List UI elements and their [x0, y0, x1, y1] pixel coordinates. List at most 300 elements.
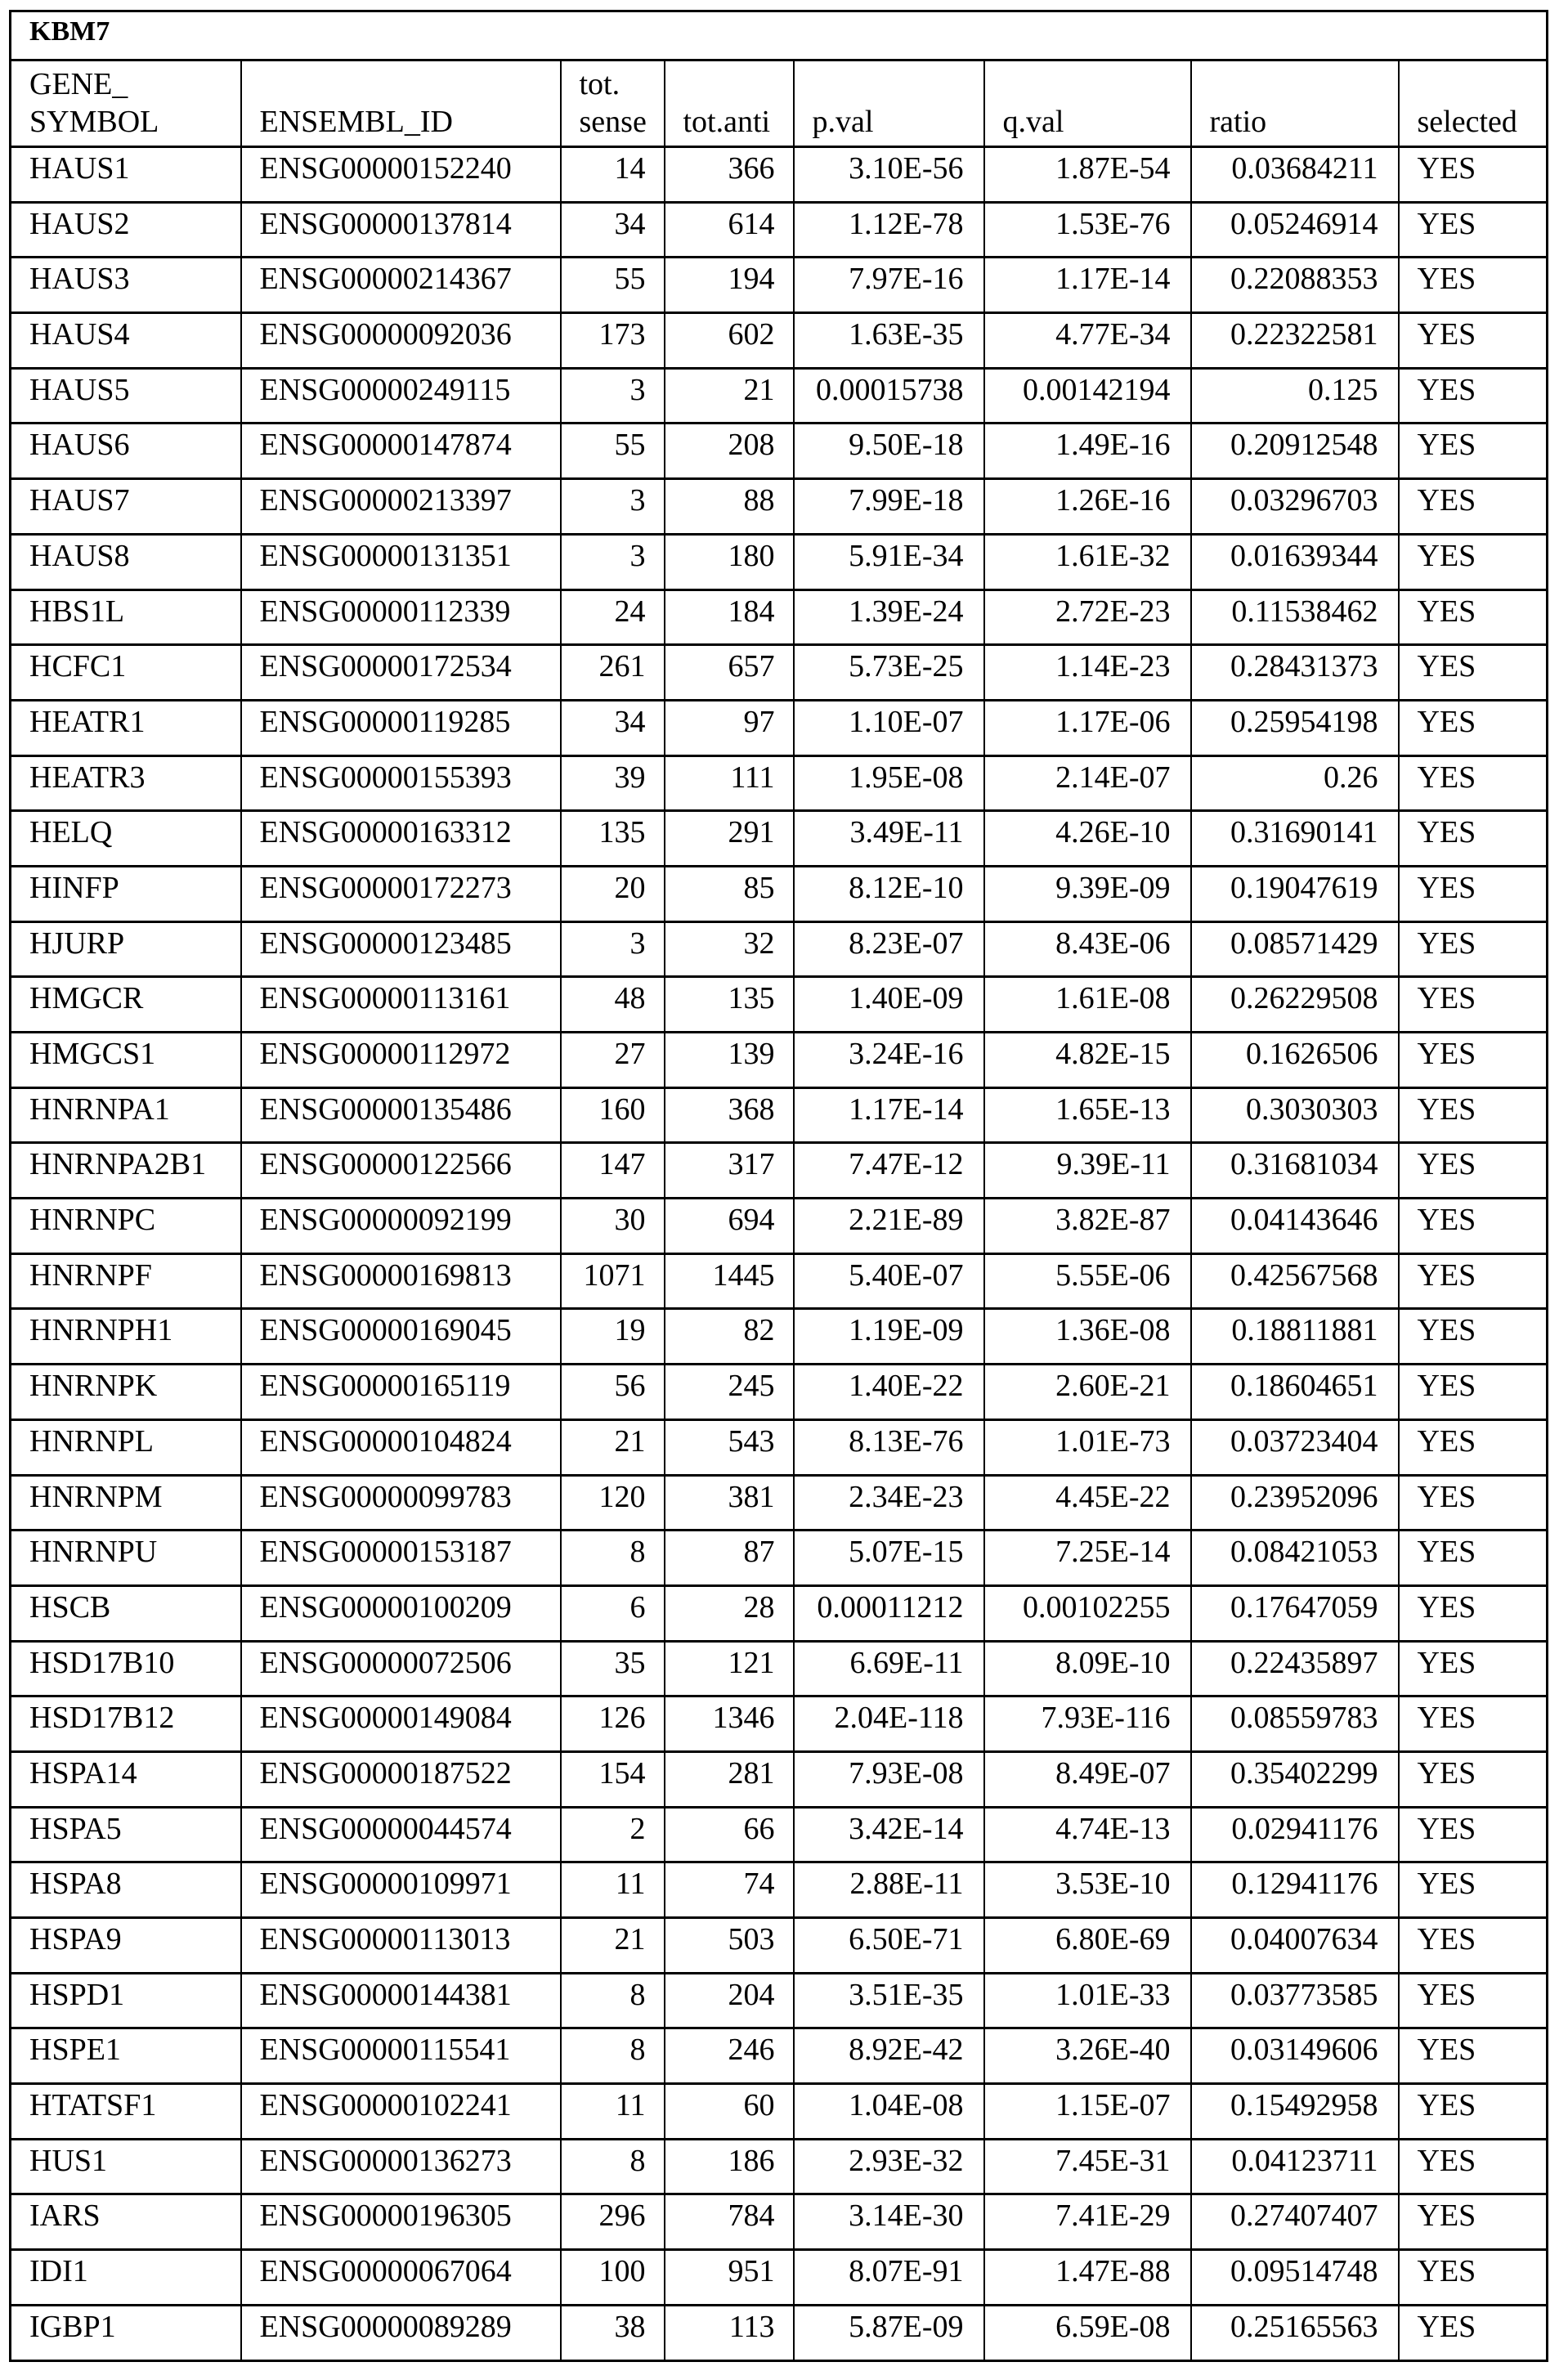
gene-symbol-cell: HUS1 [11, 2139, 241, 2194]
ratio-cell: 0.22322581 [1191, 313, 1399, 369]
ratio-cell: 0.11538462 [1191, 589, 1399, 645]
selected-cell: YES [1399, 645, 1548, 701]
selected-cell: YES [1399, 1309, 1548, 1365]
selected-cell: YES [1399, 589, 1548, 645]
header-gene-symbol: GENE_ SYMBOL [11, 61, 241, 147]
p-val-cell: 1.40E-22 [794, 1365, 984, 1420]
table-row [11, 1143, 1548, 1199]
selected-cell: YES [1399, 700, 1548, 755]
ratio-cell: 0.09514748 [1191, 2250, 1399, 2306]
table-row [11, 1641, 1548, 1696]
table-row [11, 202, 1548, 258]
table-row [11, 1475, 1548, 1531]
ratio-cell: 0.04007634 [1191, 1918, 1399, 1974]
tot-anti-cell: 281 [665, 1751, 794, 1807]
tot-sense-cell: 21 [561, 1419, 665, 1475]
selected-cell: YES [1399, 313, 1548, 369]
tot-anti-cell: 381 [665, 1475, 794, 1531]
q-val-cell: 1.61E-32 [984, 534, 1191, 589]
table-row [11, 1365, 1548, 1420]
table-title-row [11, 11, 1548, 61]
p-val-cell: 8.07E-91 [794, 2250, 984, 2306]
tot-sense-cell: 11 [561, 1862, 665, 1918]
tot-anti-cell: 28 [665, 1585, 794, 1641]
tot-sense-cell: 14 [561, 147, 665, 203]
tot-sense-cell: 24 [561, 589, 665, 645]
gene-symbol-cell: HSPA9 [11, 1918, 241, 1974]
table-row [11, 424, 1548, 479]
ensembl-id-cell: ENSG00000136273 [241, 2139, 561, 2194]
ratio-cell: 0.08571429 [1191, 921, 1399, 977]
tot-sense-cell: 38 [561, 2305, 665, 2360]
tot-anti-cell: 74 [665, 1862, 794, 1918]
tot-anti-cell: 1346 [665, 1696, 794, 1752]
tot-anti-cell: 614 [665, 202, 794, 258]
selected-cell: YES [1399, 1475, 1548, 1531]
ratio-cell: 0.26229508 [1191, 977, 1399, 1033]
table-row [11, 2194, 1548, 2250]
gene-symbol-cell: HBS1L [11, 589, 241, 645]
ratio-cell: 0.08421053 [1191, 1531, 1399, 1586]
p-val-cell: 8.92E-42 [794, 2028, 984, 2084]
p-val-cell: 1.39E-24 [794, 589, 984, 645]
tot-anti-cell: 317 [665, 1143, 794, 1199]
ensembl-id-cell: ENSG00000112339 [241, 589, 561, 645]
ensembl-id-cell: ENSG00000092199 [241, 1199, 561, 1254]
tot-anti-cell: 245 [665, 1365, 794, 1420]
q-val-cell: 2.60E-21 [984, 1365, 1191, 1420]
ensembl-id-cell: ENSG00000099783 [241, 1475, 561, 1531]
table-row [11, 866, 1548, 921]
gene-symbol-cell: HNRNPF [11, 1253, 241, 1309]
table-row [11, 1033, 1548, 1088]
ratio-cell: 0.03773585 [1191, 1973, 1399, 2028]
selected-cell: YES [1399, 534, 1548, 589]
ensembl-id-cell: ENSG00000072506 [241, 1641, 561, 1696]
table-row [11, 645, 1548, 701]
q-val-cell: 1.17E-14 [984, 258, 1191, 313]
table-row [11, 534, 1548, 589]
q-val-cell: 7.25E-14 [984, 1531, 1191, 1586]
p-val-cell: 7.47E-12 [794, 1143, 984, 1199]
ratio-cell: 0.28431373 [1191, 645, 1399, 701]
table-title: KBM7 [11, 11, 1548, 61]
ratio-cell: 0.19047619 [1191, 866, 1399, 921]
tot-anti-cell: 66 [665, 1807, 794, 1862]
q-val-cell: 4.82E-15 [984, 1033, 1191, 1088]
q-val-cell: 1.61E-08 [984, 977, 1191, 1033]
ratio-cell: 0.22088353 [1191, 258, 1399, 313]
tot-anti-cell: 186 [665, 2139, 794, 2194]
selected-cell: YES [1399, 755, 1548, 811]
ratio-cell: 0.35402299 [1191, 1751, 1399, 1807]
selected-cell: YES [1399, 368, 1548, 424]
table-row [11, 1751, 1548, 1807]
tot-sense-cell: 39 [561, 755, 665, 811]
tot-sense-cell: 55 [561, 258, 665, 313]
q-val-cell: 1.49E-16 [984, 424, 1191, 479]
ensembl-id-cell: ENSG00000113161 [241, 977, 561, 1033]
table-row [11, 313, 1548, 369]
ensembl-id-cell: ENSG00000155393 [241, 755, 561, 811]
selected-cell: YES [1399, 977, 1548, 1033]
p-val-cell: 5.73E-25 [794, 645, 984, 701]
gene-symbol-cell: HMGCR [11, 977, 241, 1033]
gene-symbol-cell: IARS [11, 2194, 241, 2250]
q-val-cell: 3.26E-40 [984, 2028, 1191, 2084]
gene-symbol-cell: HAUS1 [11, 147, 241, 203]
tot-sense-cell: 135 [561, 811, 665, 867]
tot-anti-cell: 135 [665, 977, 794, 1033]
tot-anti-cell: 291 [665, 811, 794, 867]
header-tot-sense: tot. sense [561, 61, 665, 147]
q-val-cell: 2.72E-23 [984, 589, 1191, 645]
tot-sense-cell: 100 [561, 2250, 665, 2306]
q-val-cell: 8.49E-07 [984, 1751, 1191, 1807]
table-row [11, 1585, 1548, 1641]
p-val-cell: 3.42E-14 [794, 1807, 984, 1862]
tot-anti-cell: 602 [665, 313, 794, 369]
q-val-cell: 4.45E-22 [984, 1475, 1191, 1531]
tot-anti-cell: 208 [665, 424, 794, 479]
q-val-cell: 6.59E-08 [984, 2305, 1191, 2360]
p-val-cell: 6.69E-11 [794, 1641, 984, 1696]
table-row [11, 700, 1548, 755]
tot-anti-cell: 85 [665, 866, 794, 921]
gene-symbol-cell: HNRNPL [11, 1419, 241, 1475]
table-row [11, 811, 1548, 867]
tot-sense-cell: 34 [561, 202, 665, 258]
tot-anti-cell: 87 [665, 1531, 794, 1586]
selected-cell: YES [1399, 1918, 1548, 1974]
tot-sense-cell: 20 [561, 866, 665, 921]
selected-cell: YES [1399, 1862, 1548, 1918]
q-val-cell: 9.39E-09 [984, 866, 1191, 921]
p-val-cell: 1.10E-07 [794, 700, 984, 755]
q-val-cell: 3.53E-10 [984, 1862, 1191, 1918]
q-val-cell: 7.41E-29 [984, 2194, 1191, 2250]
ensembl-id-cell: ENSG00000119285 [241, 700, 561, 755]
tot-anti-cell: 503 [665, 1918, 794, 1974]
q-val-cell: 0.00142194 [984, 368, 1191, 424]
q-val-cell: 1.01E-33 [984, 1973, 1191, 2028]
ensembl-id-cell: ENSG00000214367 [241, 258, 561, 313]
table-row [11, 2305, 1548, 2360]
gene-symbol-cell: HNRNPU [11, 1531, 241, 1586]
tot-anti-cell: 88 [665, 479, 794, 535]
q-val-cell: 1.47E-88 [984, 2250, 1191, 2306]
ensembl-id-cell: ENSG00000092036 [241, 313, 561, 369]
p-val-cell: 8.13E-76 [794, 1419, 984, 1475]
q-val-cell: 4.77E-34 [984, 313, 1191, 369]
ratio-cell: 0.04143646 [1191, 1199, 1399, 1254]
gene-table [9, 10, 1548, 2362]
tot-sense-cell: 6 [561, 1585, 665, 1641]
ensembl-id-cell: ENSG00000169045 [241, 1309, 561, 1365]
ensembl-id-cell: ENSG00000104824 [241, 1419, 561, 1475]
ensembl-id-cell: ENSG00000089289 [241, 2305, 561, 2360]
ratio-cell: 0.03684211 [1191, 147, 1399, 203]
ensembl-id-cell: ENSG00000147874 [241, 424, 561, 479]
p-val-cell: 0.00015738 [794, 368, 984, 424]
tot-sense-cell: 126 [561, 1696, 665, 1752]
ratio-cell: 0.02941176 [1191, 1807, 1399, 1862]
q-val-cell: 1.15E-07 [984, 2084, 1191, 2140]
q-val-cell: 1.65E-13 [984, 1087, 1191, 1143]
table-row [11, 1807, 1548, 1862]
selected-cell: YES [1399, 1143, 1548, 1199]
p-val-cell: 5.87E-09 [794, 2305, 984, 2360]
tot-anti-cell: 543 [665, 1419, 794, 1475]
tot-anti-cell: 784 [665, 2194, 794, 2250]
header-p-val: p.val [794, 61, 984, 147]
q-val-cell: 4.26E-10 [984, 811, 1191, 867]
ratio-cell: 0.05246914 [1191, 202, 1399, 258]
header-ensembl-id: ENSEMBL_ID [241, 61, 561, 147]
p-val-cell: 0.00011212 [794, 1585, 984, 1641]
ensembl-id-cell: ENSG00000044574 [241, 1807, 561, 1862]
p-val-cell: 1.12E-78 [794, 202, 984, 258]
ratio-cell: 0.42567568 [1191, 1253, 1399, 1309]
tot-anti-cell: 194 [665, 258, 794, 313]
selected-cell: YES [1399, 424, 1548, 479]
gene-symbol-cell: HAUS3 [11, 258, 241, 313]
p-val-cell: 5.40E-07 [794, 1253, 984, 1309]
ratio-cell: 0.03296703 [1191, 479, 1399, 535]
tot-sense-cell: 8 [561, 1973, 665, 2028]
q-val-cell: 6.80E-69 [984, 1918, 1191, 1974]
gene-symbol-cell: HAUS8 [11, 534, 241, 589]
gene-symbol-cell: HJURP [11, 921, 241, 977]
gene-symbol-cell: HSCB [11, 1585, 241, 1641]
gene-symbol-cell: HSPA8 [11, 1862, 241, 1918]
selected-cell: YES [1399, 2305, 1548, 2360]
ensembl-id-cell: ENSG00000100209 [241, 1585, 561, 1641]
q-val-cell: 3.82E-87 [984, 1199, 1191, 1254]
ensembl-id-cell: ENSG00000112972 [241, 1033, 561, 1088]
ensembl-id-cell: ENSG00000172534 [241, 645, 561, 701]
selected-cell: YES [1399, 1807, 1548, 1862]
gene-symbol-cell: IDI1 [11, 2250, 241, 2306]
q-val-cell: 0.00102255 [984, 1585, 1191, 1641]
ratio-cell: 0.04123711 [1191, 2139, 1399, 2194]
p-val-cell: 5.91E-34 [794, 534, 984, 589]
gene-symbol-cell: HNRNPA1 [11, 1087, 241, 1143]
p-val-cell: 2.93E-32 [794, 2139, 984, 2194]
gene-symbol-cell: HSPA14 [11, 1751, 241, 1807]
ratio-cell: 0.1626506 [1191, 1033, 1399, 1088]
tot-sense-cell: 11 [561, 2084, 665, 2140]
ensembl-id-cell: ENSG00000115541 [241, 2028, 561, 2084]
tot-sense-cell: 3 [561, 534, 665, 589]
q-val-cell: 5.55E-06 [984, 1253, 1191, 1309]
tot-anti-cell: 366 [665, 147, 794, 203]
selected-cell: YES [1399, 1199, 1548, 1254]
ensembl-id-cell: ENSG00000102241 [241, 2084, 561, 2140]
table-row [11, 1419, 1548, 1475]
p-val-cell: 2.34E-23 [794, 1475, 984, 1531]
tot-anti-cell: 180 [665, 534, 794, 589]
p-val-cell: 3.24E-16 [794, 1033, 984, 1088]
tot-anti-cell: 184 [665, 589, 794, 645]
header-tot-anti: tot.anti [665, 61, 794, 147]
tot-anti-cell: 204 [665, 1973, 794, 2028]
ensembl-id-cell: ENSG00000152240 [241, 147, 561, 203]
tot-anti-cell: 21 [665, 368, 794, 424]
gene-symbol-cell: HEATR3 [11, 755, 241, 811]
ratio-cell: 0.15492958 [1191, 2084, 1399, 2140]
tot-sense-cell: 2 [561, 1807, 665, 1862]
selected-cell: YES [1399, 147, 1548, 203]
selected-cell: YES [1399, 1253, 1548, 1309]
table-row [11, 2028, 1548, 2084]
tot-sense-cell: 3 [561, 479, 665, 535]
table-header-row [11, 61, 1548, 147]
ensembl-id-cell: ENSG00000131351 [241, 534, 561, 589]
ratio-cell: 0.20912548 [1191, 424, 1399, 479]
gene-symbol-cell: HSD17B10 [11, 1641, 241, 1696]
gene-symbol-cell: HAUS5 [11, 368, 241, 424]
tot-sense-cell: 3 [561, 368, 665, 424]
gene-symbol-cell: HNRNPK [11, 1365, 241, 1420]
gene-symbol-cell: HEATR1 [11, 700, 241, 755]
selected-cell: YES [1399, 1419, 1548, 1475]
ensembl-id-cell: ENSG00000249115 [241, 368, 561, 424]
p-val-cell: 1.40E-09 [794, 977, 984, 1033]
gene-symbol-cell: HSD17B12 [11, 1696, 241, 1752]
tot-anti-cell: 113 [665, 2305, 794, 2360]
gene-symbol-cell: HCFC1 [11, 645, 241, 701]
q-val-cell: 1.53E-76 [984, 202, 1191, 258]
selected-cell: YES [1399, 479, 1548, 535]
tot-anti-cell: 121 [665, 1641, 794, 1696]
p-val-cell: 7.93E-08 [794, 1751, 984, 1807]
ratio-cell: 0.27407407 [1191, 2194, 1399, 2250]
selected-cell: YES [1399, 921, 1548, 977]
table-row [11, 1309, 1548, 1365]
ensembl-id-cell: ENSG00000113013 [241, 1918, 561, 1974]
ensembl-id-cell: ENSG00000137814 [241, 202, 561, 258]
selected-cell: YES [1399, 2250, 1548, 2306]
selected-cell: YES [1399, 258, 1548, 313]
q-val-cell: 8.43E-06 [984, 921, 1191, 977]
header-q-val: q.val [984, 61, 1191, 147]
tot-sense-cell: 55 [561, 424, 665, 479]
tot-sense-cell: 173 [561, 313, 665, 369]
gene-symbol-cell: HAUS6 [11, 424, 241, 479]
selected-cell: YES [1399, 2028, 1548, 2084]
p-val-cell: 3.14E-30 [794, 2194, 984, 2250]
tot-sense-cell: 147 [561, 1143, 665, 1199]
table-row [11, 479, 1548, 535]
tot-sense-cell: 154 [561, 1751, 665, 1807]
p-val-cell: 7.97E-16 [794, 258, 984, 313]
gene-symbol-cell: HMGCS1 [11, 1033, 241, 1088]
q-val-cell: 1.17E-06 [984, 700, 1191, 755]
ratio-cell: 0.03149606 [1191, 2028, 1399, 2084]
tot-anti-cell: 60 [665, 2084, 794, 2140]
ensembl-id-cell: ENSG00000196305 [241, 2194, 561, 2250]
gene-symbol-cell: HSPE1 [11, 2028, 241, 2084]
ratio-cell: 0.31690141 [1191, 811, 1399, 867]
table-row [11, 2084, 1548, 2140]
tot-sense-cell: 27 [561, 1033, 665, 1088]
tot-anti-cell: 951 [665, 2250, 794, 2306]
selected-cell: YES [1399, 866, 1548, 921]
gene-symbol-cell: HAUS7 [11, 479, 241, 535]
ensembl-id-cell: ENSG00000149084 [241, 1696, 561, 1752]
p-val-cell: 2.88E-11 [794, 1862, 984, 1918]
table-row [11, 2139, 1548, 2194]
selected-cell: YES [1399, 1531, 1548, 1586]
ratio-cell: 0.23952096 [1191, 1475, 1399, 1531]
tot-anti-cell: 694 [665, 1199, 794, 1254]
table-row [11, 1199, 1548, 1254]
tot-sense-cell: 30 [561, 1199, 665, 1254]
tot-anti-cell: 82 [665, 1309, 794, 1365]
table-row [11, 2250, 1548, 2306]
ratio-cell: 0.25954198 [1191, 700, 1399, 755]
ratio-cell: 0.22435897 [1191, 1641, 1399, 1696]
table-row [11, 368, 1548, 424]
q-val-cell: 8.09E-10 [984, 1641, 1191, 1696]
selected-cell: YES [1399, 202, 1548, 258]
q-val-cell: 9.39E-11 [984, 1143, 1191, 1199]
gene-symbol-cell: HTATSF1 [11, 2084, 241, 2140]
tot-sense-cell: 3 [561, 921, 665, 977]
table-row [11, 1918, 1548, 1974]
p-val-cell: 1.63E-35 [794, 313, 984, 369]
p-val-cell: 7.99E-18 [794, 479, 984, 535]
q-val-cell: 1.26E-16 [984, 479, 1191, 535]
p-val-cell: 5.07E-15 [794, 1531, 984, 1586]
q-val-cell: 7.45E-31 [984, 2139, 1191, 2194]
table-row [11, 258, 1548, 313]
selected-cell: YES [1399, 1751, 1548, 1807]
p-val-cell: 1.04E-08 [794, 2084, 984, 2140]
p-val-cell: 1.19E-09 [794, 1309, 984, 1365]
table-row [11, 1087, 1548, 1143]
table-row [11, 1253, 1548, 1309]
ensembl-id-cell: ENSG00000163312 [241, 811, 561, 867]
gene-symbol-cell: IGBP1 [11, 2305, 241, 2360]
p-val-cell: 3.51E-35 [794, 1973, 984, 2028]
q-val-cell: 1.14E-23 [984, 645, 1191, 701]
tot-anti-cell: 1445 [665, 1253, 794, 1309]
tot-sense-cell: 120 [561, 1475, 665, 1531]
gene-symbol-cell: HNRNPM [11, 1475, 241, 1531]
gene-symbol-cell: HAUS4 [11, 313, 241, 369]
tot-sense-cell: 35 [561, 1641, 665, 1696]
ensembl-id-cell: ENSG00000135486 [241, 1087, 561, 1143]
p-val-cell: 3.49E-11 [794, 811, 984, 867]
tot-sense-cell: 21 [561, 1918, 665, 1974]
ensembl-id-cell: ENSG00000153187 [241, 1531, 561, 1586]
tot-sense-cell: 261 [561, 645, 665, 701]
tot-anti-cell: 111 [665, 755, 794, 811]
p-val-cell: 3.10E-56 [794, 147, 984, 203]
ratio-cell: 0.3030303 [1191, 1087, 1399, 1143]
tot-sense-cell: 160 [561, 1087, 665, 1143]
ensembl-id-cell: ENSG00000144381 [241, 1973, 561, 2028]
table-row [11, 977, 1548, 1033]
selected-cell: YES [1399, 1365, 1548, 1420]
tot-anti-cell: 246 [665, 2028, 794, 2084]
tot-anti-cell: 368 [665, 1087, 794, 1143]
table-row [11, 1973, 1548, 2028]
ensembl-id-cell: ENSG00000187522 [241, 1751, 561, 1807]
selected-cell: YES [1399, 1973, 1548, 2028]
